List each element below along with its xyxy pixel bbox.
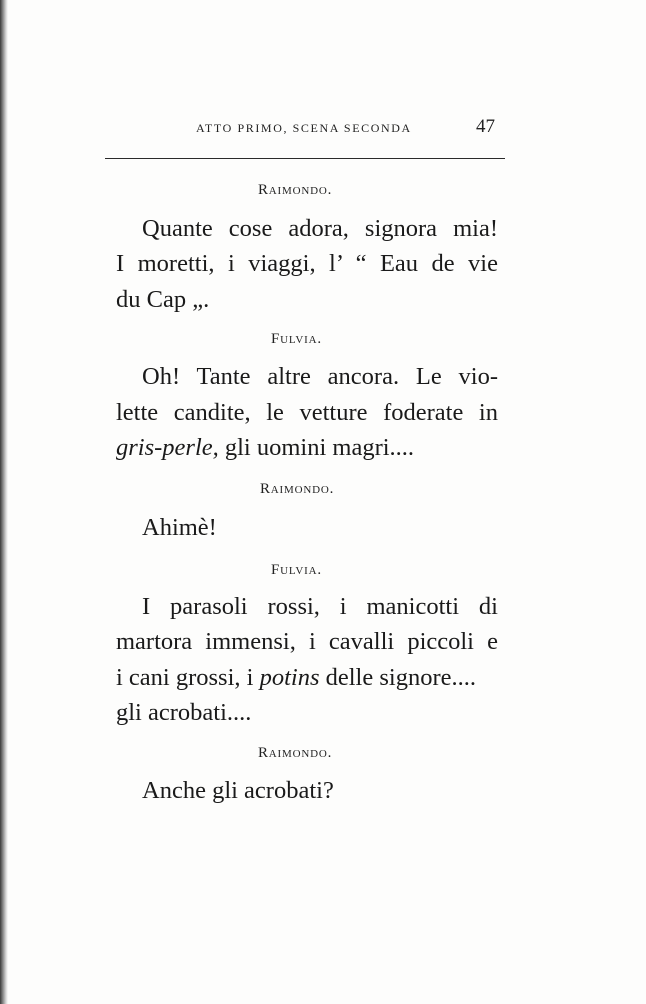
italic-phrase: potins bbox=[259, 664, 320, 691]
speaker-name: Fulvia. bbox=[271, 331, 322, 347]
text-line bbox=[116, 664, 476, 692]
speaker-name: Raimondo. bbox=[258, 182, 333, 198]
text-line bbox=[116, 434, 414, 462]
speaker-name: Fulvia. bbox=[271, 562, 322, 578]
text-fragment: delle signore.... bbox=[319, 664, 476, 691]
page-spine-shadow bbox=[0, 0, 8, 1004]
text-line: Quante cose adora, signora mia! bbox=[142, 215, 498, 242]
text-line: I parasoli rossi, i manicotti di bbox=[142, 593, 498, 620]
header-rule bbox=[105, 158, 505, 159]
text-fragment: gli uomini magri.... bbox=[218, 434, 415, 461]
italic-phrase: gris-perle, bbox=[116, 434, 219, 461]
text-line: gli acrobati.... bbox=[116, 699, 252, 726]
text-line: lette candite, le vetture foderate in bbox=[116, 399, 498, 426]
text-line: du Cap „. bbox=[116, 286, 210, 313]
text-line: Ahimè! bbox=[142, 514, 217, 541]
speaker-name: Raimondo. bbox=[260, 481, 335, 497]
text-line: Oh! Tante altre ancora. Le vio- bbox=[142, 363, 498, 390]
page-number: 47 bbox=[476, 116, 495, 137]
text-fragment: i cani grossi, i bbox=[116, 664, 260, 691]
text-line: martora immensi, i cavalli piccoli e bbox=[116, 628, 498, 655]
speaker-name: Raimondo. bbox=[258, 745, 333, 761]
text-line: I moretti, i viaggi, l’ “ Eau de vie bbox=[116, 250, 498, 277]
text-line: Anche gli acrobati? bbox=[142, 777, 334, 804]
running-head: ATTO PRIMO, SCENA SECONDA bbox=[196, 121, 412, 135]
